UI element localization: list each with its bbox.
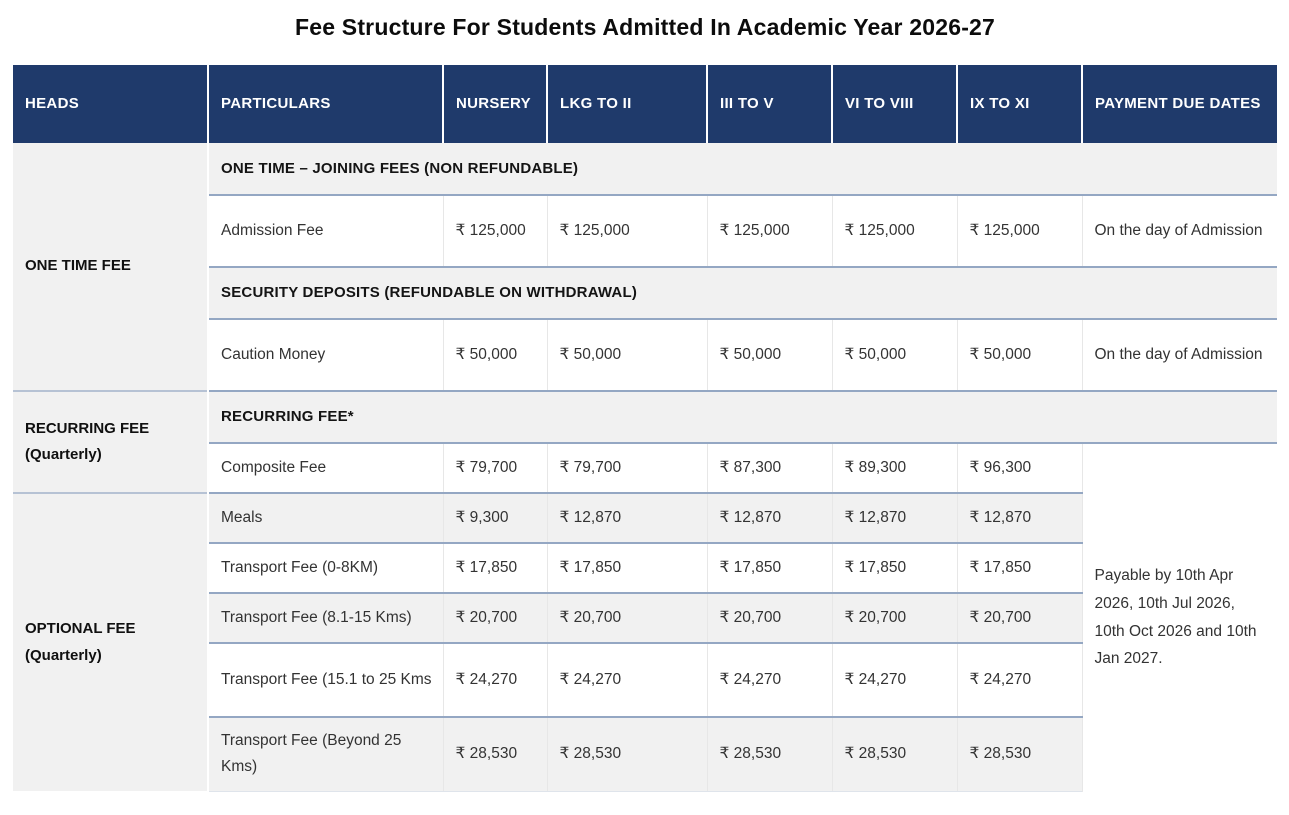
row-label-transport-8-15: Transport Fee (8.1-15 Kms) (208, 593, 443, 643)
section-row-recurring-fee (13, 391, 1277, 443)
col-header-vi-to-viii: VI TO VIII (832, 65, 957, 143)
fee-value-cell: ₹ 125,000 (547, 195, 707, 267)
fee-value-cell: ₹ 28,530 (957, 717, 1082, 791)
col-header-ix-to-xi: IX TO XI (957, 65, 1082, 143)
payment-due-cell-caution: On the day of Admission (1082, 319, 1277, 391)
fee-value-cell: ₹ 28,530 (707, 717, 832, 791)
fee-value-cell: ₹ 89,300 (832, 443, 957, 493)
section-band-recurring-fee: RECURRING FEE* (208, 391, 1277, 443)
fee-value-cell: ₹ 9,300 (443, 493, 547, 543)
col-header-lkg-to-ii: LKG TO II (547, 65, 707, 143)
fee-value-cell: ₹ 50,000 (443, 319, 547, 391)
fee-value-cell: ₹ 12,870 (832, 493, 957, 543)
fee-value-cell: ₹ 50,000 (957, 319, 1082, 391)
fee-value-cell: ₹ 12,870 (707, 493, 832, 543)
fee-value-cell: ₹ 17,850 (443, 543, 547, 593)
heads-group-recurring-fee: RECURRING FEE (Quarterly) (13, 391, 208, 493)
fee-value-cell: ₹ 12,870 (547, 493, 707, 543)
fee-value-cell: ₹ 24,270 (707, 643, 832, 717)
col-header-heads: HEADS (13, 65, 208, 143)
fee-value-cell: ₹ 24,270 (832, 643, 957, 717)
fee-value-cell: ₹ 17,850 (832, 543, 957, 593)
heads-group-optional-fee: OPTIONAL FEE (Quarterly) (13, 493, 208, 791)
row-label-composite-fee: Composite Fee (208, 443, 443, 493)
fee-value-cell: ₹ 24,270 (957, 643, 1082, 717)
fee-value-cell: ₹ 17,850 (707, 543, 832, 593)
fee-value-cell: ₹ 125,000 (832, 195, 957, 267)
fee-value-cell: ₹ 50,000 (547, 319, 707, 391)
fee-value-cell: ₹ 50,000 (707, 319, 832, 391)
col-header-particulars: PARTICULARS (208, 65, 443, 143)
payment-due-cell-admission: On the day of Admission (1082, 195, 1277, 267)
page-title: Fee Structure For Students Admitted In Academic Year 2026-27 (294, 14, 996, 40)
payment-note-cell: Payable by 10th Apr 2026, 10th Jul 2026, 10th Oct 2026 and 10th Jan 2027. (1082, 443, 1277, 791)
fee-structure-table (13, 65, 1277, 792)
fee-value-cell: ₹ 96,300 (957, 443, 1082, 493)
fee-value-cell: ₹ 24,270 (547, 643, 707, 717)
fee-value-cell: ₹ 79,700 (547, 443, 707, 493)
fee-value-cell: ₹ 20,700 (547, 593, 707, 643)
row-label-transport-beyond-25: Transport Fee (Beyond 25 Kms) (208, 717, 443, 791)
fee-value-cell: ₹ 24,270 (443, 643, 547, 717)
fee-value-cell: ₹ 125,000 (443, 195, 547, 267)
fee-value-cell: ₹ 87,300 (707, 443, 832, 493)
fee-value-cell: ₹ 20,700 (832, 593, 957, 643)
fee-value-cell: ₹ 79,700 (443, 443, 547, 493)
fee-value-cell: ₹ 20,700 (443, 593, 547, 643)
section-band-security-deposits: SECURITY DEPOSITS (REFUNDABLE ON WITHDRAWAL) (208, 267, 1277, 319)
fee-value-cell: ₹ 125,000 (707, 195, 832, 267)
row-label-admission-fee: Admission Fee (208, 195, 443, 267)
fee-value-cell: ₹ 28,530 (443, 717, 547, 791)
section-band-joining-fees: ONE TIME – JOINING FEES (NON REFUNDABLE) (208, 143, 1277, 195)
fee-value-cell: ₹ 12,870 (957, 493, 1082, 543)
col-header-nursery: NURSERY (443, 65, 547, 143)
fee-value-cell: ₹ 28,530 (547, 717, 707, 791)
col-header-iii-to-v: III TO V (707, 65, 832, 143)
fee-value-cell: ₹ 20,700 (957, 593, 1082, 643)
fee-value-cell: ₹ 17,850 (957, 543, 1082, 593)
row-label-transport-15-25: Transport Fee (15.1 to 25 Kms (208, 643, 443, 717)
fee-value-cell: ₹ 125,000 (957, 195, 1082, 267)
col-header-payment-due-dates: PAYMENT DUE DATES (1082, 65, 1277, 143)
section-row-joining-fees (13, 143, 1277, 195)
fee-value-cell: ₹ 28,530 (832, 717, 957, 791)
row-label-meals: Meals (208, 493, 443, 543)
fee-value-cell: ₹ 50,000 (832, 319, 957, 391)
heads-group-one-time-fee: ONE TIME FEE (13, 143, 208, 391)
fee-value-cell: ₹ 17,850 (547, 543, 707, 593)
header-row (13, 65, 1277, 143)
fee-value-cell: ₹ 20,700 (707, 593, 832, 643)
row-label-caution-money: Caution Money (208, 319, 443, 391)
row-label-transport-0-8: Transport Fee (0-8KM) (208, 543, 443, 593)
